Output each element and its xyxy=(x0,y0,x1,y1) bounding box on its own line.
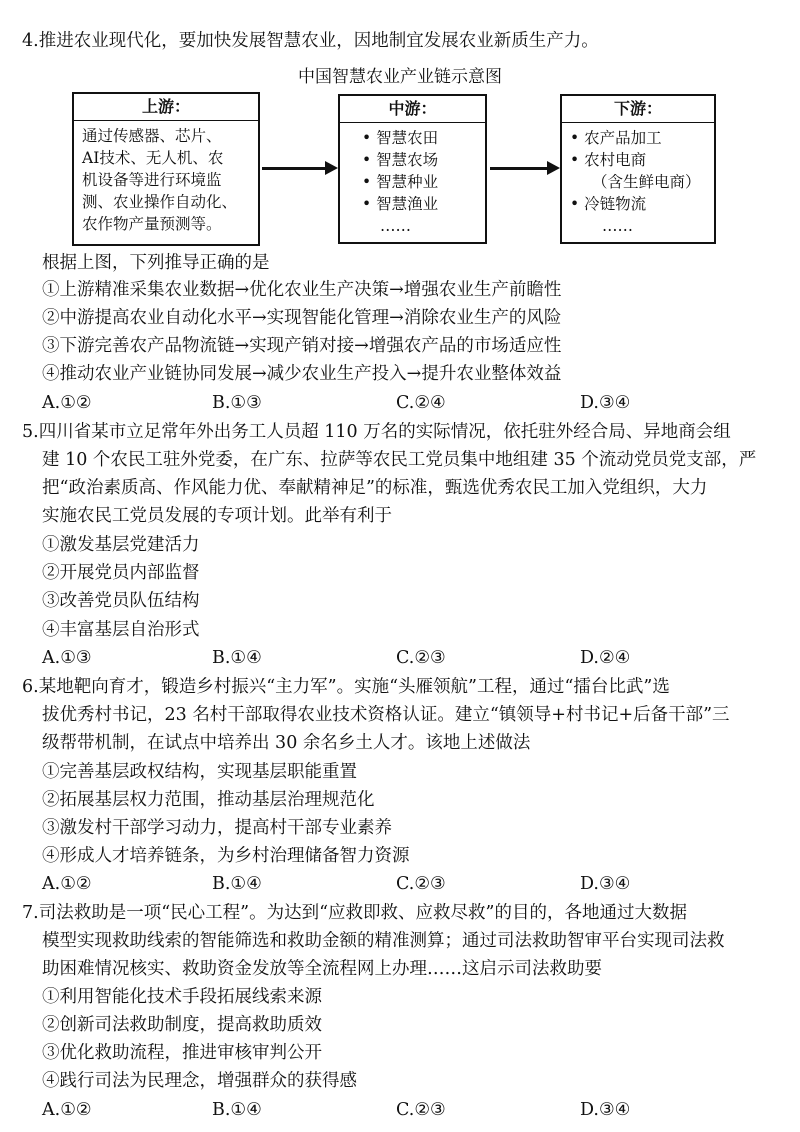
q7-statement: ①利用智能化技术手段拓展线索来源 xyxy=(42,987,322,1007)
downstream-item: • 冷链物流 xyxy=(570,193,706,215)
downstream-item: • 农村电商 xyxy=(570,149,706,171)
q6-stem-line: 级帮带机制，在试点中培养出 30 余名乡土人才。该地上述做法 xyxy=(42,733,531,753)
midstream-heading: 中游： xyxy=(340,96,485,123)
q5-option-c[interactable]: C.②③ xyxy=(396,648,446,668)
upstream-heading: 上游： xyxy=(74,94,258,121)
q4-statement: ④推动农业产业链协同发展→减少农业生产投入→提升农业整体效益 xyxy=(42,364,562,384)
downstream-item-note: （含生鲜电商） xyxy=(592,173,701,191)
q4-stem: 4.推进农业现代化，要加快发展智慧农业，因地制宜发展农业新质生产力。 xyxy=(22,31,599,51)
q6-statement: ③激发村干部学习动力，提高村干部专业素养 xyxy=(42,818,392,838)
q5-option-a[interactable]: A.①③ xyxy=(42,648,92,668)
q6-option-b[interactable]: B.①④ xyxy=(212,874,262,894)
q7-option-a[interactable]: A.①② xyxy=(42,1100,92,1120)
q7-option-d[interactable]: D.③④ xyxy=(580,1100,631,1120)
q6-statement: ④形成人才培养链条，为乡村治理储备智力资源 xyxy=(42,846,410,866)
q5-option-b[interactable]: B.①④ xyxy=(212,648,262,668)
q6-option-c[interactable]: C.②③ xyxy=(396,874,446,894)
q6-statement: ②拓展基层权力范围，推动基层治理规范化 xyxy=(42,790,375,810)
q7-statement: ③优化救助流程，推进审核审判公开 xyxy=(42,1043,322,1063)
downstream-box xyxy=(560,94,716,244)
q6-statement: ①完善基层政权结构，实现基层职能重置 xyxy=(42,762,357,782)
upstream-line: 通过传感器、芯片、 xyxy=(82,127,222,145)
midstream-item: • 智慧农场 xyxy=(362,149,477,171)
midstream-item: • 智慧种业 xyxy=(362,171,477,193)
q6-option-d[interactable]: D.③④ xyxy=(580,874,631,894)
q4-statement: ①上游精准采集农业数据→优化农业生产决策→增强农业生产前瞻性 xyxy=(42,280,562,300)
upstream-line: AI技术、无人机、农 xyxy=(82,149,224,167)
upstream-line: 机设备等进行环境监 xyxy=(82,171,222,189)
arrow-right-icon xyxy=(490,167,548,170)
midstream-item: • 智慧农田 xyxy=(362,127,477,149)
downstream-heading: 下游： xyxy=(562,96,714,123)
q5-stem-line: 实施农民工党员发展的专项计划。此举有利于 xyxy=(42,506,392,526)
q5-stem-line: 建 10 个农民工驻外党委，在广东、拉萨等农民工党员集中地组建 35 个流动党员党支部，严 xyxy=(42,450,757,470)
diagram-title: 中国智慧农业产业链示意图 xyxy=(298,67,502,87)
q4-option-a[interactable]: A.①② xyxy=(42,393,92,413)
upstream-line: 农作物产量预测等。 xyxy=(82,215,222,233)
q7-option-b[interactable]: B.①④ xyxy=(212,1100,262,1120)
q7-stem-line: 7.司法救助是一项“民心工程”。为达到“应救即救、应救尽救”的目的，各地通过大数据 xyxy=(22,903,687,923)
q4-option-d[interactable]: D.③④ xyxy=(580,393,631,413)
q6-stem-line: 拔优秀村书记，23 名村干部取得农业技术资格认证。建立“镇领导+村书记+后备干部”三 xyxy=(42,705,730,725)
q7-statement: ②创新司法救助制度，提高救助质效 xyxy=(42,1015,322,1035)
q4-option-b[interactable]: B.①③ xyxy=(212,393,262,413)
downstream-more: …… xyxy=(602,217,633,235)
midstream-box xyxy=(338,94,487,244)
downstream-item: • 农产品加工 xyxy=(570,127,706,149)
q4-statement: ②中游提高农业自动化水平→实现智能化管理→消除农业生产的风险 xyxy=(42,308,562,328)
q5-stem-line: 5.四川省某市立足常年外出务工人员超 110 万名的实际情况，依托驻外经合局、异地商会组 xyxy=(22,422,731,442)
arrow-right-icon xyxy=(262,167,326,170)
upstream-box xyxy=(72,92,260,246)
midstream-item: • 智慧渔业 xyxy=(362,193,477,215)
q5-stem-line: 把“政治素质高、作风能力优、奉献精神足”的标准，甄选优秀农民工加入党组织，大力 xyxy=(42,478,708,498)
q4-question: 根据上图，下列推导正确的是 xyxy=(42,253,270,273)
q7-statement: ④践行司法为民理念，增强群众的获得感 xyxy=(42,1071,357,1091)
q4-statement: ③下游完善农产品物流链→实现产销对接→增强农产品的市场适应性 xyxy=(42,336,562,356)
q7-option-c[interactable]: C.②③ xyxy=(396,1100,446,1120)
q5-statement: ①激发基层党建活力 xyxy=(42,535,200,555)
q4-option-c[interactable]: C.②④ xyxy=(396,393,446,413)
q5-statement: ②开展党员内部监督 xyxy=(42,563,200,583)
q7-stem-line: 模型实现救助线索的智能筛选和救助金额的精准测算；通过司法救助智审平台实现司法救 xyxy=(42,931,725,951)
q7-stem-line: 助困难情况核实、救助资金发放等全流程网上办理……这启示司法救助要 xyxy=(42,959,602,979)
q6-stem-line: 6.某地靶向育才，锻造乡村振兴“主力军”。实施“头雁领航”工程，通过“擂台比武”选 xyxy=(22,677,670,697)
q6-option-a[interactable]: A.①② xyxy=(42,874,92,894)
q5-option-d[interactable]: D.②④ xyxy=(580,648,631,668)
q5-statement: ④丰富基层自治形式 xyxy=(42,620,200,640)
upstream-line: 测、农业操作自动化、 xyxy=(82,193,238,211)
midstream-more: …… xyxy=(380,217,411,235)
q5-statement: ③改善党员队伍结构 xyxy=(42,591,200,611)
